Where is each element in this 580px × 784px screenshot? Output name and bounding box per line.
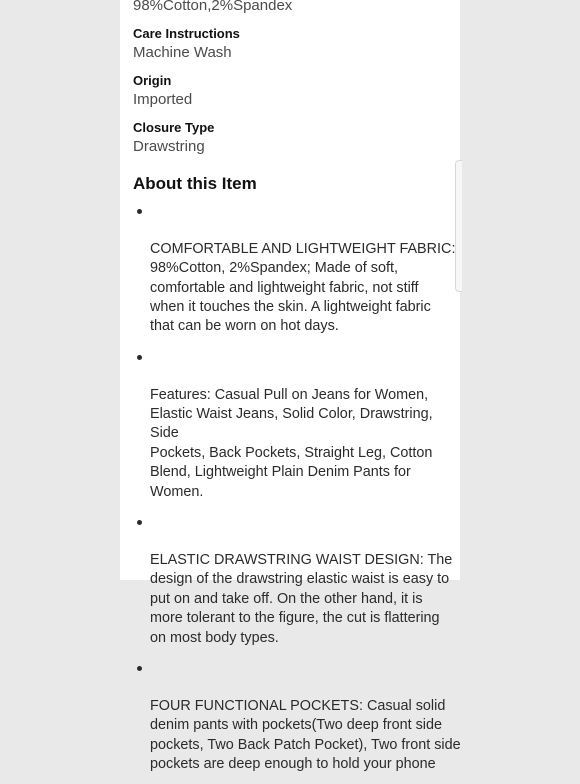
fabric-type-value: 98%Cotton,2%Spandex — [133, 0, 293, 14]
bullet-dot-icon — [137, 666, 142, 671]
detail-value: Machine Wash — [133, 44, 232, 61]
detail-value: Imported — [133, 91, 193, 108]
detail-care-instructions — [133, 26, 463, 63]
product-content — [133, 0, 463, 784]
about-bullet-item — [133, 512, 463, 648]
about-bullet-text: ELASTIC DRAWSTRING WAIST DESIGN: The design of the drawstring elastic waist is easy to put on and take off. On the other hand, it is more tolerant to the figure, the cut is flattering on most body types. — [150, 551, 453, 646]
about-bullet-text: Features: Casual Pull on Jeans for Women, Elastic Waist Jeans, Solid Color, Drawstring, Side Pockets, Back Pockets, Straight Leg, Cotton Blend, Lightweight Plain Denim Pants for Women. — [150, 386, 433, 500]
about-bullet-item — [133, 658, 463, 774]
detail-value: Drawstring — [133, 138, 205, 155]
about-this-item-heading: About this Item — [133, 174, 257, 193]
detail-label: Care Instructions — [133, 26, 240, 41]
detail-closure-type — [133, 120, 463, 157]
detail-origin — [133, 73, 463, 110]
product-detail-page — [120, 0, 461, 772]
about-bullet-text: FOUR FUNCTIONAL POCKETS: Casual solid denim pants with pockets(Two deep front side pockets, Two Back Patch Pocket), Two front side pockets are deep enough to hold your phone — [150, 697, 461, 772]
bullet-dot-icon — [137, 520, 142, 525]
about-bullet-list — [133, 201, 463, 774]
bullet-dot-icon — [137, 355, 142, 360]
about-bullet-item — [133, 201, 463, 337]
about-bullet-item — [133, 347, 463, 502]
detail-label: Origin — [133, 73, 172, 88]
detail-label: Closure Type — [133, 120, 215, 135]
about-bullet-text: COMFORTABLE AND LIGHTWEIGHT FABRIC: 98%Cotton, 2%Spandex; Made of soft, comfortable and lightweight fabric, not stiff when it touches the skin. A lightweight fabric that can be worn on hot days. — [150, 240, 456, 335]
side-scroll-handle[interactable] — [455, 160, 462, 292]
bullet-dot-icon — [137, 209, 142, 214]
